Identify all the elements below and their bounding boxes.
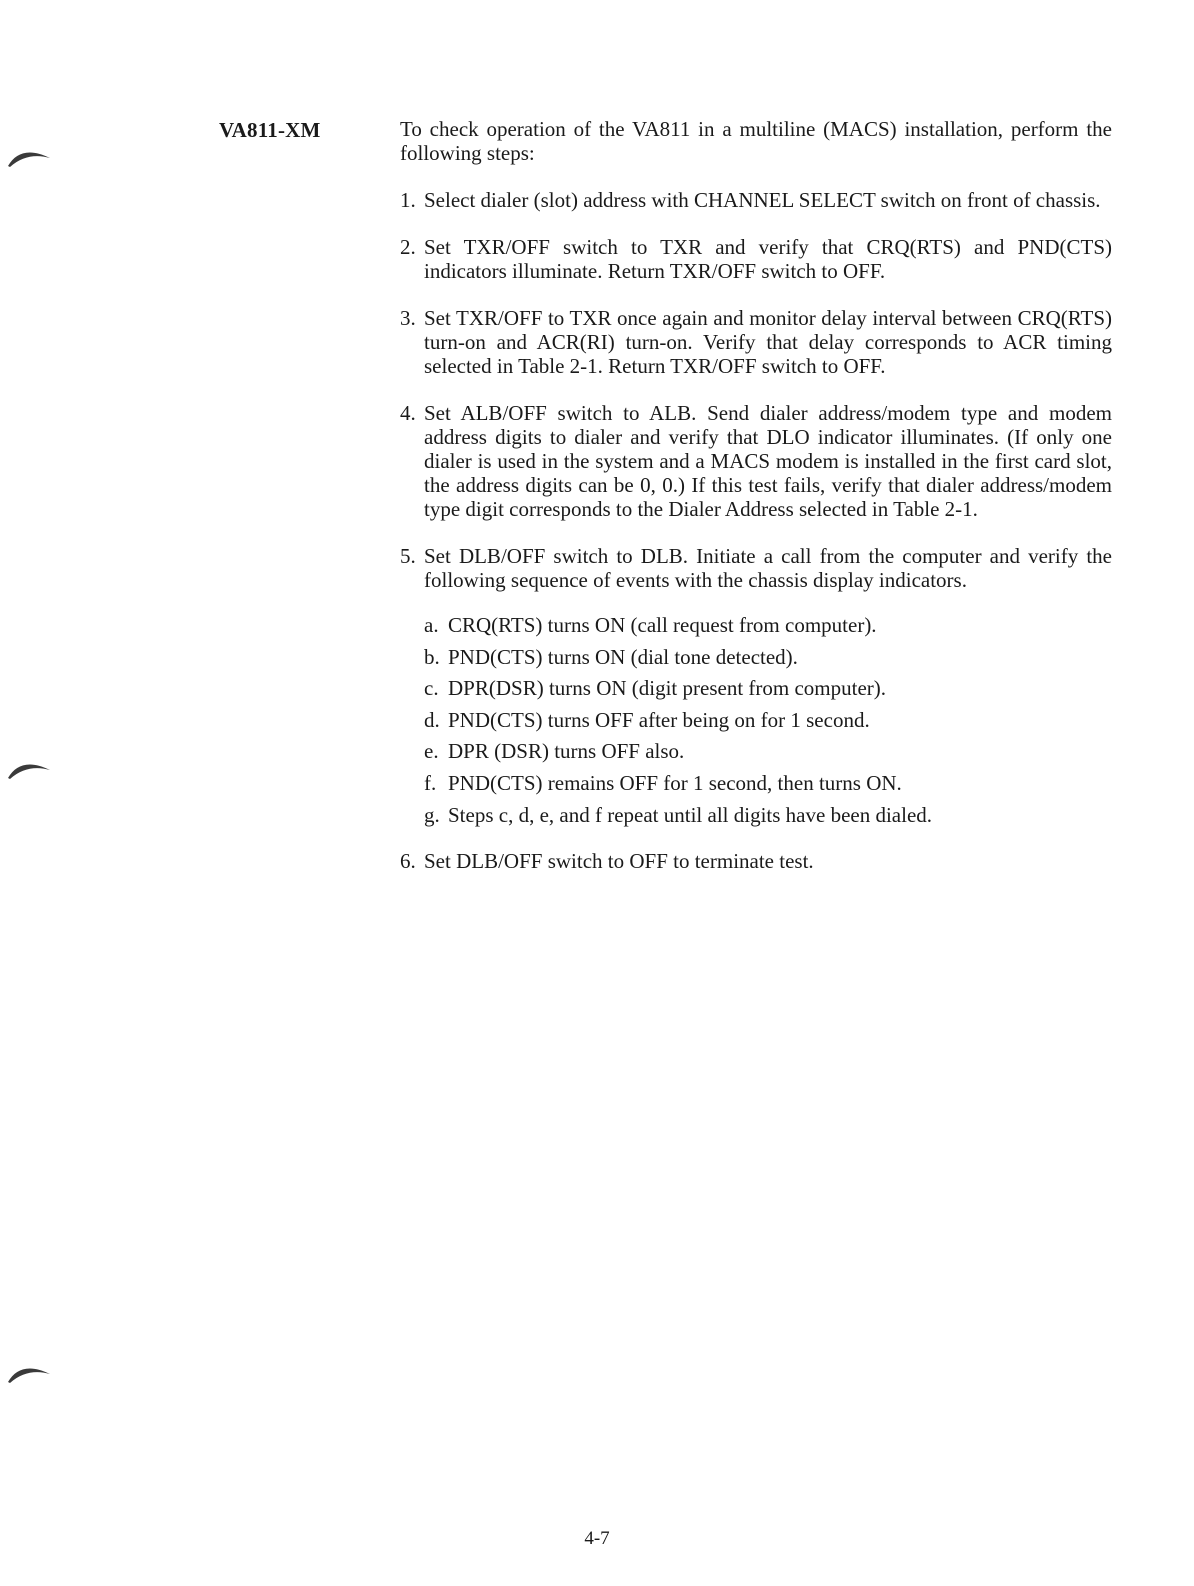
substep-f bbox=[424, 771, 1112, 795]
substep-letter: d. bbox=[424, 707, 440, 732]
step-text: Set DLB/OFF switch to OFF to terminate test. bbox=[424, 848, 814, 873]
step-number: 2. bbox=[400, 235, 416, 259]
substep-e bbox=[424, 739, 1112, 763]
step-3 bbox=[400, 306, 1112, 378]
substep-text: PND(CTS) remains OFF for 1 second, then turns ON. bbox=[448, 770, 902, 795]
substep-letter: b. bbox=[424, 644, 440, 669]
binder-hole-mark-top bbox=[6, 146, 52, 168]
step-2 bbox=[400, 235, 1112, 283]
substep-text: PND(CTS) turns OFF after being on for 1 second. bbox=[448, 707, 870, 732]
step-text: Set TXR/OFF to TXR once again and monitor delay interval between CRQ(RTS) turn-on and ACR(RI) turn-on. Verify that delay corresponds to ACR timing selected in Table 2-1. Return TXR/OFF switch to OFF. bbox=[424, 306, 1112, 378]
substep-text: Steps c, d, e, and f repeat until all digits have been dialed. bbox=[448, 802, 933, 827]
page-number: 4-7 bbox=[584, 1528, 610, 1549]
event-sequence-list bbox=[424, 613, 1112, 827]
procedure-body bbox=[400, 117, 1112, 896]
substep-text: PND(CTS) turns ON (dial tone detected). bbox=[448, 644, 798, 669]
section-heading: VA811-XM bbox=[219, 118, 321, 142]
substep-a bbox=[424, 613, 1112, 637]
binder-hole-mark-bottom bbox=[6, 1362, 52, 1384]
step-number: 5. bbox=[400, 544, 416, 568]
substep-c bbox=[424, 676, 1112, 700]
step-number: 1. bbox=[400, 188, 416, 212]
substep-text: DPR (DSR) turns OFF also. bbox=[448, 739, 685, 764]
step-text: Set ALB/OFF switch to ALB. Send dialer address/modem type and modem address digits to dialer and verify that DLO indicator illuminates. (If only one dialer is used in the system and a MACS modem is installed in the first card slot, the address digits can be 0, 0.) If this test fails, verify that dialer address/modem type digit corresponds to the Dialer Address selected in Table 2-1. bbox=[424, 401, 1112, 521]
step-number: 4. bbox=[400, 401, 416, 425]
step-6 bbox=[400, 849, 1112, 873]
binder-hole-mark-middle bbox=[6, 758, 52, 780]
substep-text: DPR(DSR) turns ON (digit present from computer). bbox=[448, 676, 887, 701]
step-text: Set DLB/OFF switch to DLB. Initiate a call from the computer and verify the following sequence of events with the chassis display indicators. bbox=[424, 544, 1112, 592]
step-1 bbox=[400, 188, 1112, 212]
substep-letter: e. bbox=[424, 739, 439, 764]
substep-letter: c. bbox=[424, 676, 439, 701]
substep-letter: a. bbox=[424, 613, 439, 637]
substep-g bbox=[424, 803, 1112, 827]
substep-b bbox=[424, 645, 1112, 669]
step-number: 6. bbox=[400, 848, 416, 873]
step-text: Select dialer (slot) address with CHANNEL SELECT switch on front of chassis. bbox=[424, 188, 1101, 212]
step-number: 3. bbox=[400, 306, 416, 330]
step-text: Set TXR/OFF switch to TXR and verify that CRQ(RTS) and PND(CTS) indicators illuminate. Return TXR/OFF switch to OFF. bbox=[424, 235, 1112, 283]
substep-text: CRQ(RTS) turns ON (call request from computer). bbox=[448, 613, 877, 637]
step-4 bbox=[400, 401, 1112, 521]
intro-paragraph: To check operation of the VA811 in a multiline (MACS) installation, perform the following steps: bbox=[400, 117, 1112, 165]
substep-letter: f. bbox=[424, 770, 437, 795]
step-5 bbox=[400, 544, 1112, 592]
substep-letter: g. bbox=[424, 802, 440, 827]
substep-d bbox=[424, 708, 1112, 732]
